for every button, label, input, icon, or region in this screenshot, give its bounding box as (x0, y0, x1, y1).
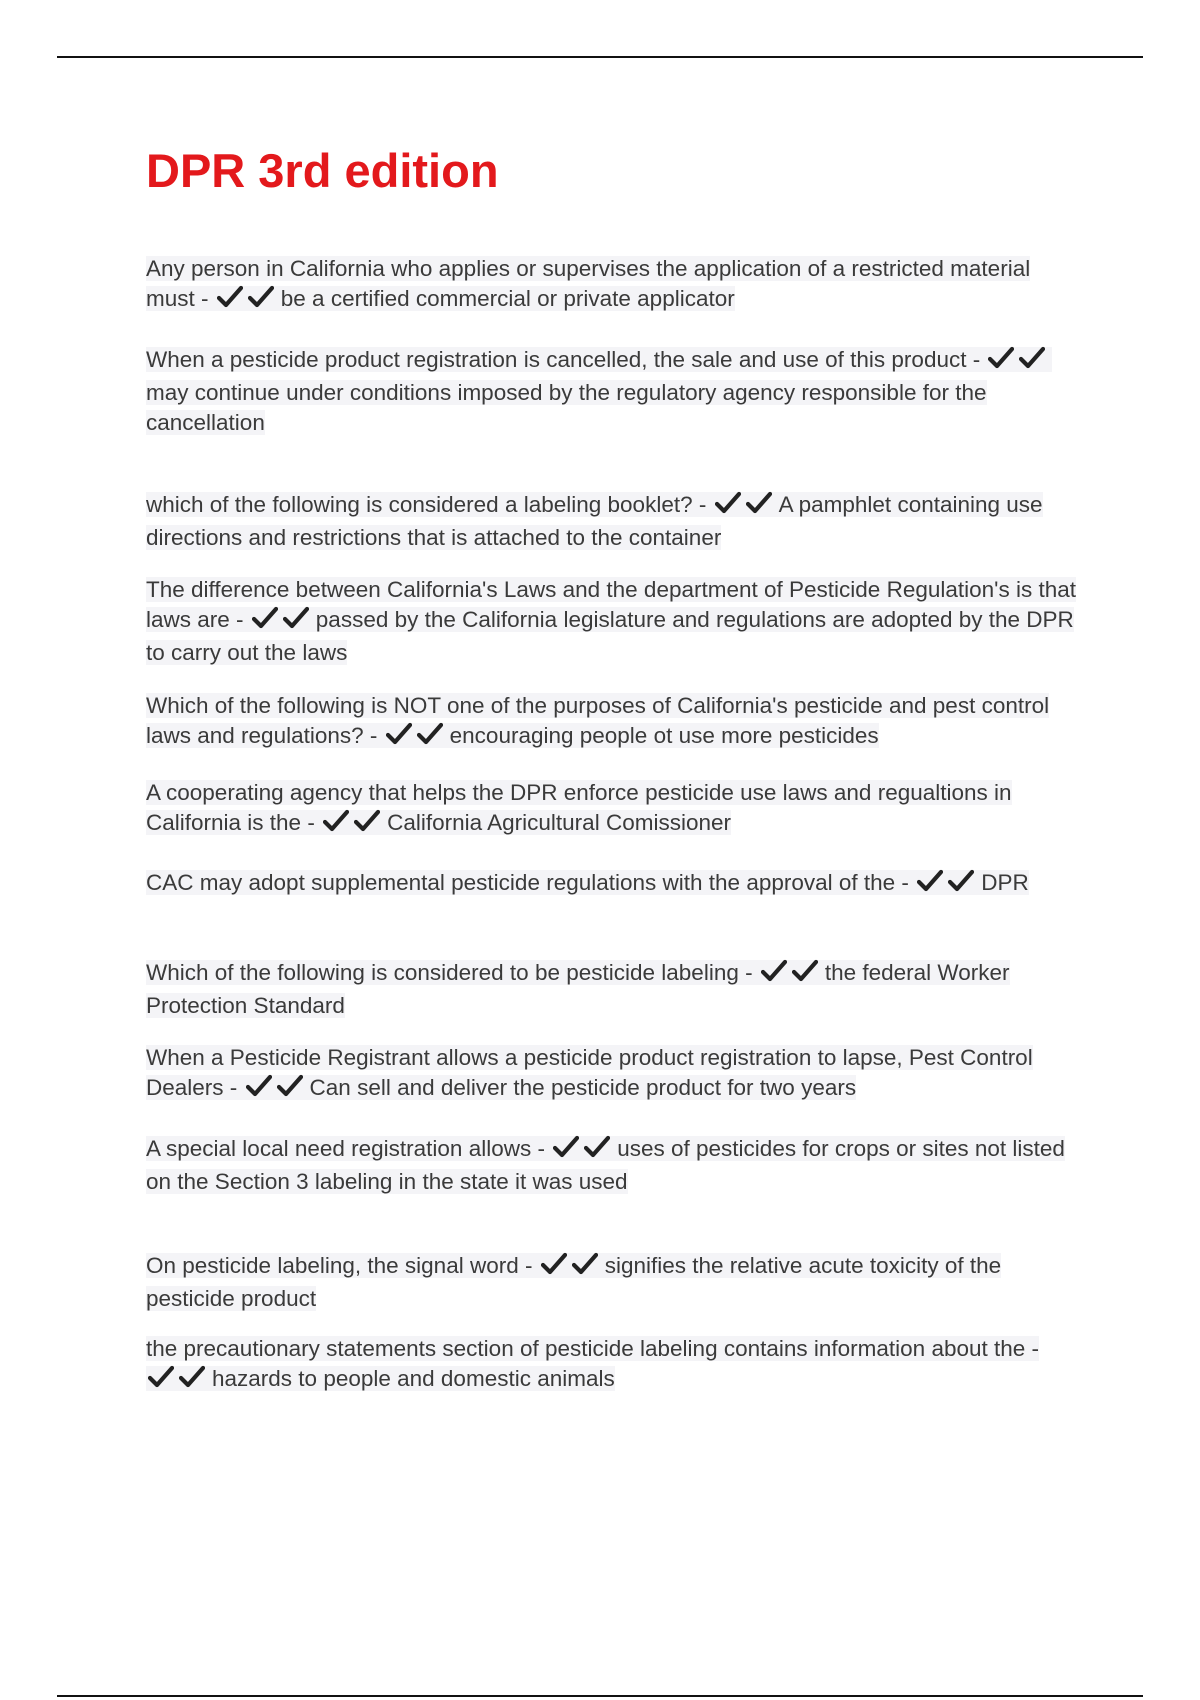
qa-entry-7 (146, 868, 1081, 901)
question-text: the precautionary statements section of pesticide labeling contains information about the - (146, 1336, 1040, 1361)
question-text: On pesticide labeling, the signal word - (146, 1253, 533, 1278)
top-rule (57, 56, 1143, 58)
answer-text: hazards to people and domestic animals (212, 1366, 615, 1391)
qa-entry-11 (146, 1251, 1081, 1314)
double-checkmark-icon (553, 1135, 615, 1167)
answer-text: be a certified commercial or private applicator (280, 286, 735, 311)
double-checkmark-icon (252, 606, 314, 638)
question-text: which of the following is considered a labeling booklet? - (146, 492, 707, 517)
double-checkmark-icon (217, 285, 279, 317)
question-text: A special local need registration allows - (146, 1136, 545, 1161)
double-checkmark-icon (148, 1365, 210, 1397)
answer-text: uses of pesticides for crops or sites not listed on the Section 3 labeling in the state it was used (146, 1136, 1065, 1194)
question-text: When a pesticide product registration is cancelled, the sale and use of this product - (146, 347, 981, 372)
double-checkmark-icon (988, 346, 1050, 378)
question-text: Any person in California who applies or supervises the application of a restricted material must - (146, 256, 1031, 311)
double-checkmark-icon (386, 722, 448, 754)
answer-text: signifies the relative acute toxicity of the pesticide product (146, 1253, 1002, 1311)
answer-text: may continue under conditions imposed by the regulatory agency responsible for the cancellation (146, 380, 987, 435)
qa-entry-2 (146, 345, 1081, 438)
question-text: Which of the following is NOT one of the purposes of California's pesticide and pest control laws and regulations? - (146, 693, 1050, 748)
qa-entry-12 (146, 1334, 1081, 1397)
answer-text: DPR (981, 870, 1029, 895)
question-text: The difference between California's Laws and the department of Pesticide Regulation's is that laws are - (146, 577, 1076, 632)
page-title: DPR 3rd edition (146, 144, 499, 197)
question-text: CAC may adopt supplemental pesticide regulations with the approval of the - (146, 870, 909, 895)
double-checkmark-icon (715, 491, 777, 523)
answer-text: the federal Worker Protection Standard (146, 960, 1010, 1018)
qa-entry-6 (146, 778, 1081, 841)
qa-entry-10 (146, 1134, 1081, 1197)
qa-entry-1 (146, 254, 1081, 317)
answer-text: A pamphlet containing use directions and restrictions that is attached to the container (146, 492, 1043, 550)
qa-entry-5 (146, 691, 1081, 754)
bottom-rule (57, 1695, 1143, 1697)
answer-text: Can sell and deliver the pesticide product for two years (309, 1075, 857, 1100)
qa-entry-4 (146, 575, 1081, 668)
answer-text: California Agricultural Comissioner (387, 810, 731, 835)
double-checkmark-icon (917, 869, 979, 901)
double-checkmark-icon (761, 959, 823, 991)
question-text: Which of the following is considered to be pesticide labeling - (146, 960, 753, 985)
qa-entry-9 (146, 1043, 1081, 1106)
double-checkmark-icon (323, 809, 385, 841)
double-checkmark-icon (541, 1252, 603, 1284)
question-text: When a Pesticide Registrant allows a pesticide product registration to lapse, Pest Control Dealers - (146, 1045, 1033, 1100)
answer-text: passed by the California legislature and regulations are adopted by the DPR to carry out the laws (146, 607, 1074, 665)
answer-text: encouraging people ot use more pesticides (449, 723, 879, 748)
question-text: A cooperating agency that helps the DPR enforce pesticide use laws and regualtions in California is the - (146, 780, 1012, 835)
qa-entry-8 (146, 958, 1081, 1021)
qa-entry-3 (146, 490, 1081, 553)
double-checkmark-icon (246, 1074, 308, 1106)
